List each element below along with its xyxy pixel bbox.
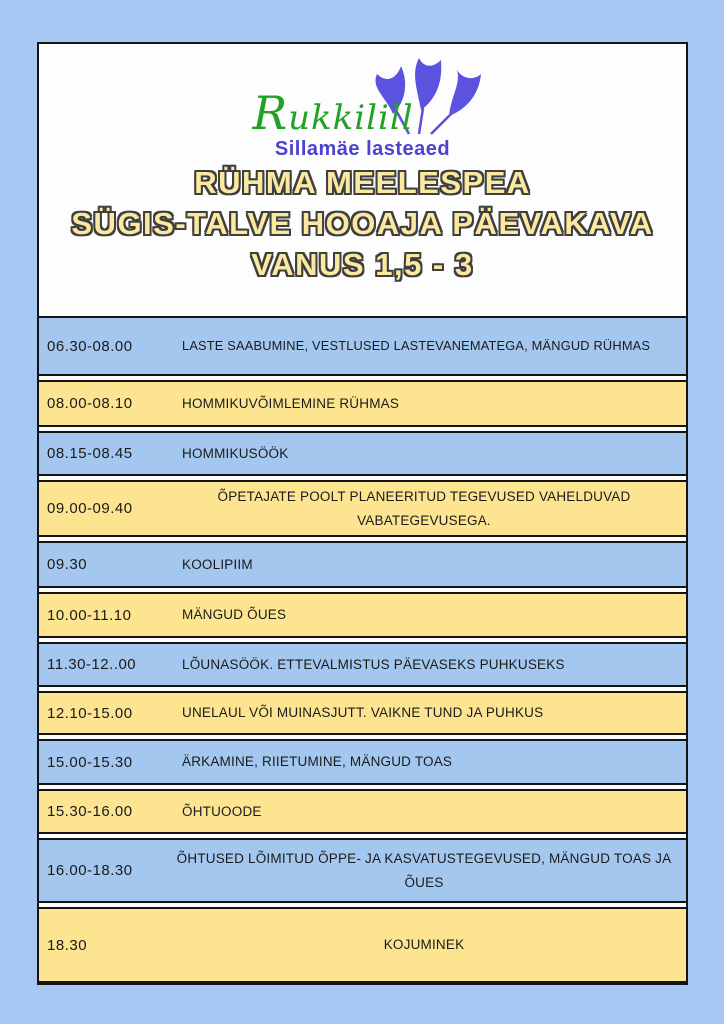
table-row [39, 642, 686, 687]
activity-cell: KOOLIPIIM [182, 556, 253, 572]
time-cell: 08.15-08.45 [47, 445, 133, 462]
activity-cell: ÕHTUSED LÕIMITUD ÕPPE- JA KASVATUSTEGEVUSED, MÄNGUD TOAS JA ÕUES [176, 851, 672, 890]
time-cell: 09.30 [47, 556, 88, 574]
activity-cell: UNELAUL VÕI MUINASJUTT. VAIKNE TUND JA PUHKUS [182, 705, 544, 721]
activity-cell: HOMMIKUSÖÖK [182, 445, 289, 461]
time-cell: 09.00-09.40 [47, 500, 133, 518]
header [39, 44, 686, 316]
activity-cell: ÕHTUOODE [182, 803, 262, 819]
table-row [39, 838, 686, 903]
table-row [39, 907, 686, 983]
time-cell: 16.00-18.30 [47, 862, 133, 880]
table-row [39, 316, 686, 376]
table-row [39, 789, 686, 834]
logo-name-rest: ukkilill [288, 98, 414, 138]
page-title [39, 162, 686, 285]
title-line-2: SÜGIS-TALVE HOOAJA PÄEVAKAVA [71, 206, 654, 241]
table-row [39, 739, 686, 785]
activity-cell: LÕUNASÖÖK. ETTEVALMISTUS PÄEVASEKS PUHKUSEKS [182, 656, 565, 672]
activity-cell: HOMMIKUVÕIMLEMINE RÜHMAS [182, 395, 400, 411]
table-row [39, 480, 686, 537]
schedule-rows [39, 316, 686, 983]
time-cell: 15.30-16.00 [47, 803, 133, 821]
table-row [39, 541, 686, 588]
activity-cell: KOJUMINEK [383, 937, 465, 953]
kindergarten-logo [233, 50, 493, 158]
logo-name [252, 86, 473, 140]
logo-initial: R [252, 86, 289, 140]
activity-cell: LASTE SAABUMINE, VESTLUSED LASTEVANEMATEGA, MÄNGUD RÜHMAS [182, 337, 651, 353]
table-row [39, 431, 686, 476]
activity-cell: ÄRKAMINE, RIIETUMINE, MÄNGUD TOAS [182, 754, 453, 770]
table-row [39, 592, 686, 638]
time-cell: 10.00-11.10 [47, 606, 132, 624]
time-cell: 08.00-08.10 [47, 395, 133, 412]
activity-cell: MÄNGUD ÕUES [182, 607, 287, 623]
activity-cell: ÕPETAJATE POOLT PLANEERITUD TEGEVUSED VAHELDUVAD VABATEGEVUSEGA. [217, 489, 631, 528]
time-cell: 12.10-15.00 [47, 704, 133, 722]
time-cell: 18.30 [47, 936, 88, 954]
title-line-3: VANUS 1,5 - 3 [251, 247, 474, 282]
title-line-1: RÜHMA MEELESPEA [194, 165, 531, 200]
time-cell: 15.00-15.30 [47, 753, 133, 771]
table-row [39, 691, 686, 735]
main-panel [37, 42, 688, 985]
logo-subtitle: Sillamäe lasteaed [274, 138, 451, 160]
table-row [39, 380, 686, 427]
time-cell: 11.30-12..00 [47, 656, 137, 674]
time-cell: 06.30-08.00 [47, 337, 133, 355]
